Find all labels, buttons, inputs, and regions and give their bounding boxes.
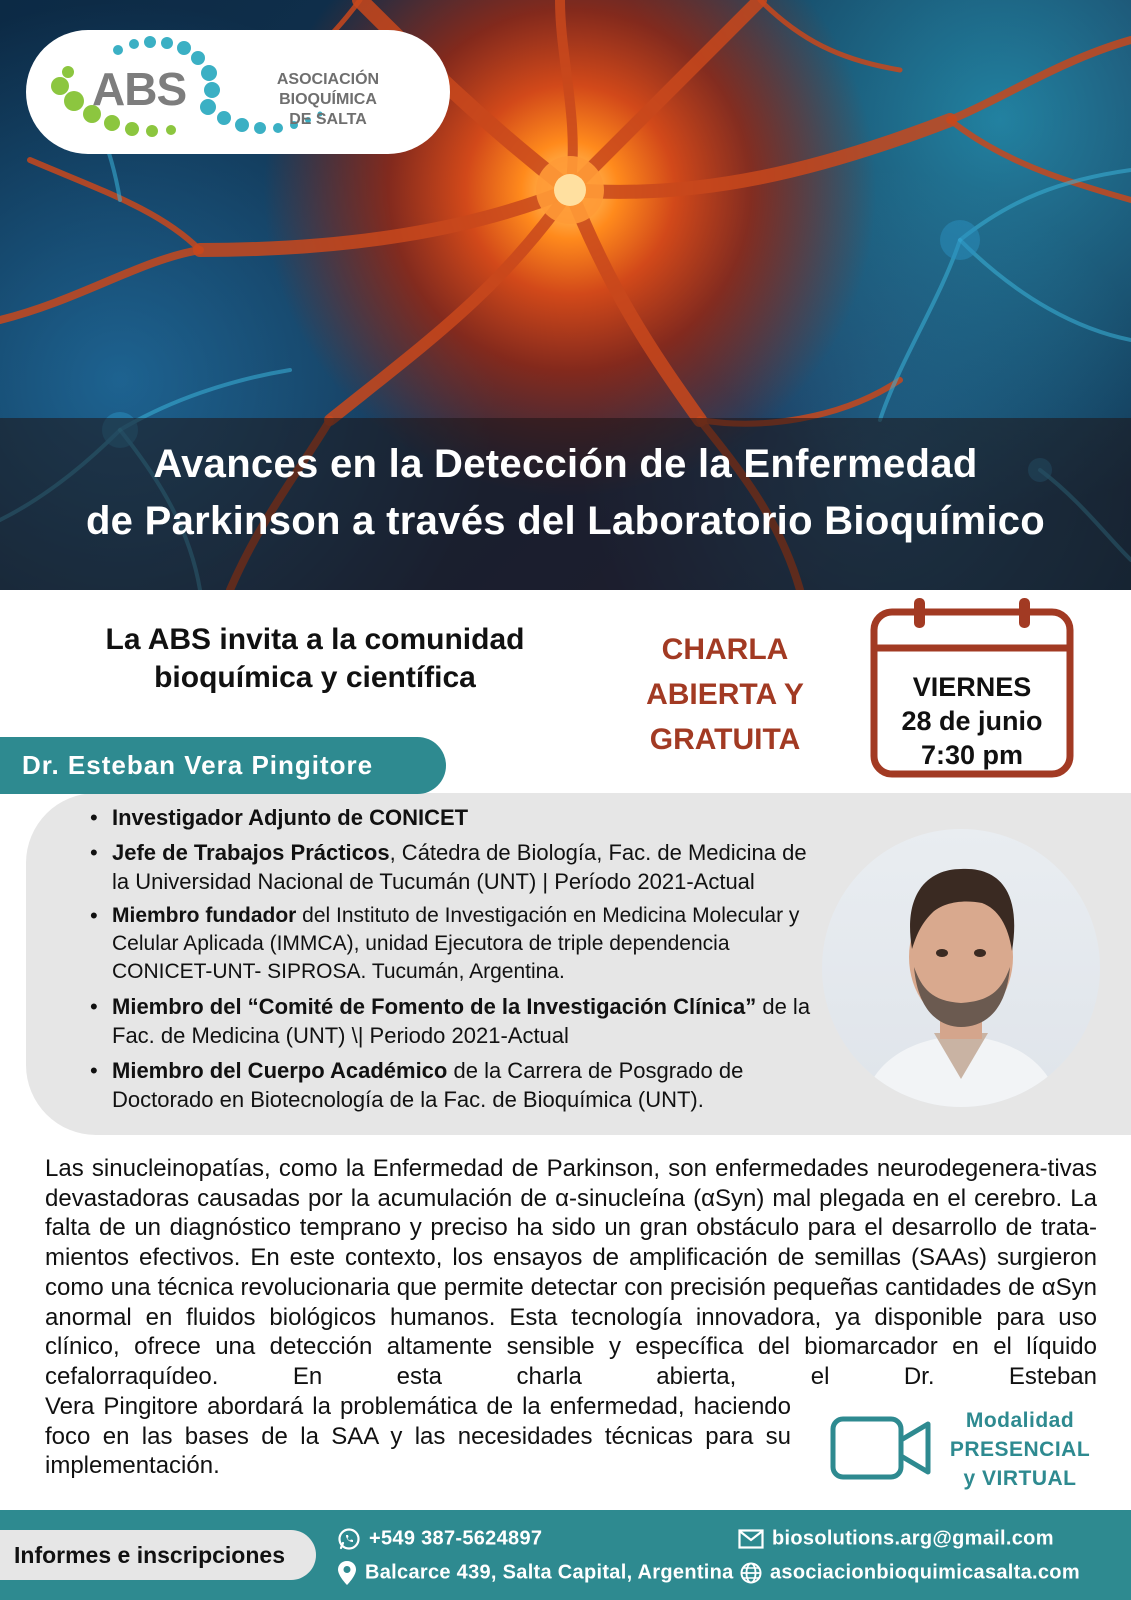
bio-item: • Investigador Adjunto de CONICET	[86, 803, 826, 832]
event-title	[0, 436, 1131, 550]
contact-website[interactable]	[740, 1559, 1080, 1586]
email-text: biosolutions.arg@gmail.com	[772, 1527, 1054, 1550]
logo-name	[226, 70, 430, 130]
event-time: 7:30 pm	[920, 740, 1024, 770]
event-date: 28 de junio	[901, 706, 1043, 736]
address-text: Balcarce 439, Salta Capital, Argentina	[365, 1561, 734, 1584]
location-pin-icon	[337, 1560, 357, 1586]
charla-line1: CHARLA	[661, 633, 789, 666]
logo-name-line1: ASOCIACIÓN BIOQUÍMICA	[276, 71, 380, 108]
charla-line3: GRATUITA	[649, 723, 801, 756]
calendar-text	[870, 670, 1074, 772]
bio-item: • Miembro del “Comité de Fomento de la Investigación Clínica” de la Fac. de Medicina (UNT) \| Periodo 2021-Actual	[86, 992, 826, 1050]
bio-item: • Jefe de Trabajos Prácticos, Cátedra de Biología, Fac. de Medicina de la Universidad Nacional de Tucumán (UNT) | Período 2021-Actual	[86, 838, 826, 896]
speaker-name: Dr. Esteban Vera Pingitore	[0, 737, 446, 794]
abs-logo	[26, 30, 450, 154]
whatsapp-icon	[337, 1527, 361, 1551]
event-title-line2: de Parkinson a través del Laboratorio Bioquímico	[85, 499, 1046, 543]
video-camera-icon	[830, 1414, 934, 1482]
phone-number: +549 387-5624897	[369, 1527, 543, 1550]
modalidad-line2: PRESENCIAL	[949, 1438, 1091, 1461]
website-text: asociacionbioquimicasalta.com	[770, 1561, 1080, 1584]
logo-name-line2: DE SALTA	[289, 111, 367, 128]
invitation-line1: La ABS invita a la comunidad	[105, 623, 525, 656]
talk-description-end: Vera Pingitore abordará la problemática de la enfermedad, haciendo foco en las bases de la SAA y las necesidades técnicas para su implementación.	[45, 1393, 791, 1480]
bio-item: • Miembro fundador del Instituto de Investigación en Medicina Molecular y Celular Aplicada (IMMCA), unidad Ejecutora de triple dependencia CONICET-UNT- SIPROSA. Tucumán, Argentina.	[86, 902, 826, 986]
invitation-line2: bioquímica y científica	[154, 661, 476, 694]
free-talk-badge	[620, 627, 830, 762]
attendance-mode	[826, 1406, 1096, 1496]
speaker-photo	[822, 829, 1100, 1107]
modalidad-line3: y VIRTUAL	[963, 1467, 1077, 1490]
invitation-text	[60, 621, 570, 697]
event-title-line1: Avances en la Detección de la Enfermedad	[153, 442, 978, 486]
event-day: VIERNES	[912, 672, 1032, 702]
attendance-mode-text	[940, 1406, 1100, 1493]
contact-phone[interactable]	[337, 1525, 542, 1552]
bio-item: • Miembro del Cuerpo Académico de la Carrera de Posgrado de Doctorado en Biotecnología de la Fac. de Bioquímica (UNT).	[86, 1056, 826, 1114]
charla-line2: ABIERTA Y	[646, 678, 804, 711]
info-label: Informes e inscripciones	[0, 1530, 316, 1580]
hero-banner	[0, 0, 1131, 590]
footer-bar	[0, 1510, 1131, 1600]
contact-address	[337, 1559, 734, 1586]
modalidad-line1: Modalidad	[965, 1409, 1075, 1432]
envelope-icon	[738, 1529, 764, 1549]
talk-description: Las sinucleinopatías, como la Enfermedad de Parkinson, son enfermedades neurodegenera-tivas devastadoras causadas por la acumulación de α-sinucleína (αSyn) mal plegada en el cerebro. La falta de un diagnóstico temprano y preciso ha sido un gran obstáculo para el desarrollo de trata-mientos efectivos. En este contexto, los ensayos de amplificación de semillas (SAAs) surgieron como una técnica revolucionaria que permite detectar con precisión pequeñas cantidades de αSyn anormal en fluidos biológicos humanos. Esta tecnología innovadora, ya disponible para uso clínico, ofrece una detección altamente sensible y específica del biomarcador en el líquido cefalorraquídeo. En esta charla abierta, el Dr. Esteban	[45, 1155, 1097, 1390]
globe-icon	[740, 1562, 762, 1584]
speaker-portrait-icon	[822, 829, 1100, 1107]
logo-acronym: ABS	[92, 63, 187, 115]
event-date-calendar	[870, 598, 1074, 780]
speaker-bio-list	[86, 803, 826, 1120]
contact-email[interactable]	[738, 1525, 1054, 1552]
